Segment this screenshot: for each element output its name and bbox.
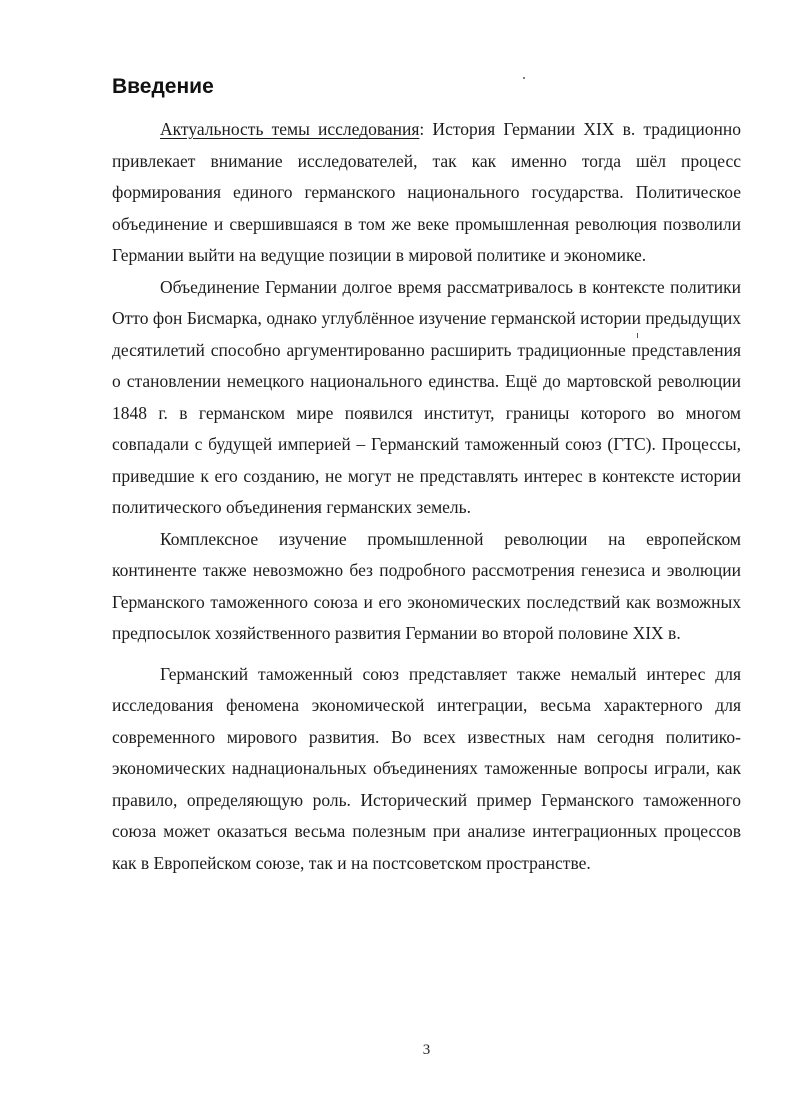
- paragraph-text: Комплексное изучение промышленной революции на европейском континенте также невозможно без подробного рассмотрения генезиса и эволюции Германского таможенного союза и его экономических последствий как возможных предпосылок хозяйственного развития Германии во второй половине XIX в.: [112, 528, 741, 643]
- paragraph-text: Германский таможенный союз представляет также немалый интерес для исследования феномена экономической интеграции, весьма характерного для современного мирового развития. Во всех известных нам сегодня политико-экономических наднациональных объединениях таможенные вопросы играли, как правило, определяющую роль. Исторический пример Германского таможенного союза может оказаться весьма полезным при анализе интеграционных процессов как в Европейском союзе, так и на постсоветском пространстве.: [112, 663, 741, 873]
- paragraph-unification: [112, 272, 741, 524]
- page-number: 3: [422, 1042, 431, 1058]
- section-heading: Введение: [112, 75, 214, 98]
- paragraph-text: Объединение Германии долгое время рассматривалось в контексте политики Отто фон Бисмарка, однако углублённое изучение германской истории предыдущих десятилетий способно аргументированно расширить традиционные представления о становлении немецкого национального единства. Ещё до мартовской революции 1848 г. в германском мире появился институт, границы которого во многом совпадали с будущей империей – Германский таможенный союз (ГТС). Процессы, приведшие к его созданию, не могут не представлять интерес в контексте истории политического объединения германских земель.: [112, 276, 741, 517]
- scan-speck: [523, 77, 525, 79]
- body-text: [112, 114, 741, 879]
- paragraph-integration: [112, 659, 741, 880]
- paragraph-text: : История Германии XIX в. традиционно привлекает внимание исследователей, так как именно тогда шёл процесс формирования единого германского национального государства. Политическое объединение и свершившаяся в том же веке промышленная революция позволили Германии выйти на ведущие позиции в мировой политике и экономике.: [112, 119, 742, 265]
- paragraph-industrial-revolution: [112, 524, 741, 650]
- relevance-lead: Актуальность темы исследования: [160, 119, 420, 139]
- paragraph-relevance: [112, 114, 741, 272]
- scan-speck: [637, 333, 638, 338]
